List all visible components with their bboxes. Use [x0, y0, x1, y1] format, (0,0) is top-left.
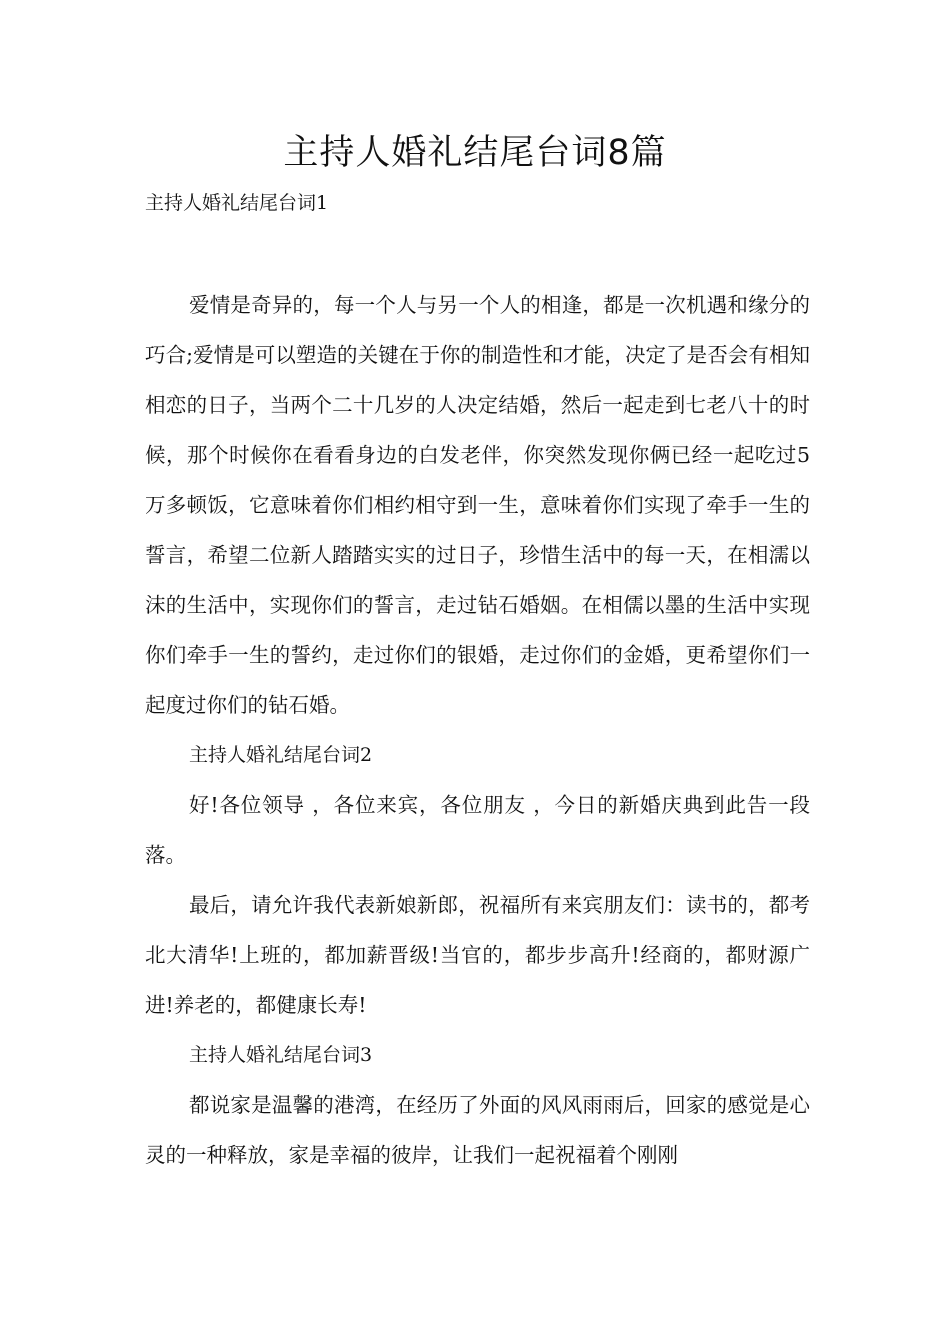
paragraph-3: 最后，请允许我代表新娘新郎，祝福所有来宾朋友们：读书的，都考北大清华!上班的，都加薪晋级!当官的，都步步高升!经商的，都财源广进!养老的，都健康长寿!: [145, 893, 810, 1017]
section-heading-1: 主持人婚礼结尾台词1: [145, 192, 329, 214]
document-title: 主持人婚礼结尾台词8篇: [283, 133, 667, 173]
section-heading-3: 主持人婚礼结尾台词3: [189, 1044, 373, 1066]
section-heading-2: 主持人婚礼结尾台词2: [189, 744, 373, 766]
document-body: [145, 180, 810, 1180]
blank-line: [145, 226, 810, 280]
paragraph-4: 都说家是温馨的港湾，在经历了外面的风风雨雨后，回家的感觉是心灵的一种释放，家是幸福的彼岸，让我们一起祝福着个刚刚: [145, 1093, 810, 1167]
paragraph-1: 爱情是奇异的，每一个人与另一个人的相逢，都是一次机遇和缘分的巧合;爱情是可以塑造的关键在于你的制造性和才能，决定了是否会有相知相恋的日子，当两个二十几岁的人决定结婚，然后一起走到七老八十的时候，那个时候你在看看身边的白发老伴，你突然发现你俩已经一起吃过5万多顿饭，它意味着你们相约相守到一生，意味着你们实现了牵手一生的誓言，希望二位新人踏踏实实的过日子，珍惜生活中的每一天，在相濡以沫的生活中，实现你们的誓言，走过钻石婚姻。在相儒以墨的生活中实现你们牵手一生的誓约，走过你们的银婚，走过你们的金婚，更希望你们一起度过你们的钻石婚。: [145, 293, 810, 717]
paragraph-2: 好!各位领导 ，各位来宾，各位朋友 ，今日的新婚庆典到此告一段落。: [145, 793, 810, 867]
